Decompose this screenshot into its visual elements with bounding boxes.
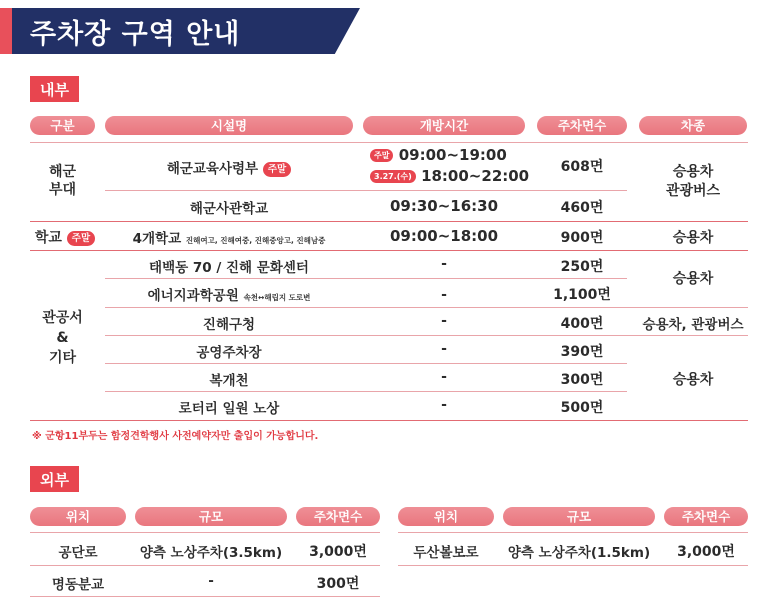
page-title: 주차장 구역 안내 xyxy=(30,19,241,50)
title-accent-bar xyxy=(0,8,12,54)
row-divider xyxy=(30,221,748,222)
facility-note: 진해여고, 진해여중, 진해중앙고, 진해남중 xyxy=(185,236,326,245)
open-time-row8: - xyxy=(441,369,447,385)
outer-count: 300면 xyxy=(316,576,360,592)
row-divider xyxy=(30,250,748,251)
count-row4: 250면 xyxy=(560,259,604,275)
outer-scale: 양측 노상주차(1.5km) xyxy=(507,545,651,561)
row-divider xyxy=(398,532,748,533)
group-navy: 해군 부대 xyxy=(48,164,77,198)
vehicle-district-office: 승용차, 관광버스 xyxy=(642,317,744,333)
outer-location: 공단로 xyxy=(58,545,98,561)
row-divider xyxy=(30,142,748,143)
open-time-row4: - xyxy=(441,256,447,272)
count-row5: 1,100면 xyxy=(553,287,611,303)
weekend-badge: 주말 xyxy=(370,149,393,162)
vehicle-rows-4-5: 승용차 xyxy=(672,271,714,287)
facility-navy-edu xyxy=(105,157,353,177)
weekend-badge: 주말 xyxy=(263,162,291,177)
count-row9: 500면 xyxy=(560,400,604,416)
vehicle-school: 승용차 xyxy=(672,230,714,246)
row-divider xyxy=(105,307,748,308)
open-time-row7: - xyxy=(441,341,447,357)
section-tag-outer: 외부 xyxy=(30,466,79,492)
time-value: 09:00~19:00 xyxy=(398,146,507,164)
count-row2: 460면 xyxy=(560,200,604,216)
row-divider xyxy=(105,278,627,279)
outer-scale: 양측 노상주차(3.5km) xyxy=(139,545,283,561)
group-school-label: 학교 xyxy=(34,230,62,246)
count-row6: 400면 xyxy=(560,316,604,332)
open-time-1 xyxy=(370,146,530,164)
open-time-row9: - xyxy=(441,397,447,413)
count-row3: 900면 xyxy=(560,230,604,246)
count-row1: 608면 xyxy=(560,159,604,175)
facility-four-schools xyxy=(105,227,353,247)
header-count: 주차면수 xyxy=(537,116,627,135)
notice-text: ※ 군항11부두는 함정견학행사 사전예약자만 출입이 가능합니다. xyxy=(32,431,319,442)
count-row7: 390면 xyxy=(560,344,604,360)
facility-label: 에너지과학공원 xyxy=(147,288,239,304)
row-divider xyxy=(30,420,748,421)
row-divider xyxy=(398,565,748,566)
row-divider xyxy=(30,596,380,597)
header-category: 구분 xyxy=(30,116,95,135)
row-divider xyxy=(105,190,627,191)
facility-label: 해군교육사령부 xyxy=(166,161,259,177)
outer-header-count-right: 주차면수 xyxy=(664,507,748,526)
time-value: 18:00~22:00 xyxy=(421,167,530,185)
outer-count: 3,000면 xyxy=(677,544,735,560)
facility-note: 속천↔해립지 도로변 xyxy=(243,293,311,302)
outer-scale: - xyxy=(208,573,214,589)
row-divider xyxy=(105,391,627,392)
header-open-time: 개방시간 xyxy=(363,116,525,135)
section-tag-inner: 내부 xyxy=(30,76,79,102)
header-vehicle: 차종 xyxy=(639,116,747,135)
outer-header-count-left: 주차면수 xyxy=(296,507,380,526)
weekend-badge: 주말 xyxy=(67,231,95,246)
header-facility: 시설명 xyxy=(105,116,353,135)
facility-label: 4개학교 xyxy=(132,231,182,247)
outer-header-location-left: 위치 xyxy=(30,507,126,526)
open-time-row6: - xyxy=(441,313,447,329)
group-school xyxy=(30,227,100,247)
outer-header-scale-right: 규모 xyxy=(503,507,655,526)
row-divider xyxy=(30,532,380,533)
outer-location: 두산볼보로 xyxy=(413,545,479,561)
outer-count: 3,000면 xyxy=(309,544,367,560)
facility-taebaek: 태백동 70 / 진해 문화센터 xyxy=(149,260,309,276)
facility-district-office: 진해구청 xyxy=(202,317,256,333)
outer-header-location-right: 위치 xyxy=(398,507,494,526)
facility-energy-park xyxy=(105,284,353,304)
open-time-2 xyxy=(370,167,530,185)
vehicle-rows-7-9: 승용차 xyxy=(672,372,714,388)
row-divider xyxy=(105,335,748,336)
facility-bokgaecheon: 복개천 xyxy=(209,373,249,389)
open-time-row2: 09:30~16:30 xyxy=(389,197,499,215)
open-time-row3: 09:00~18:00 xyxy=(389,227,499,245)
open-time-row5: - xyxy=(441,287,447,303)
group-public: 관공서 & 기타 xyxy=(42,310,83,366)
outer-header-scale-left: 규모 xyxy=(135,507,287,526)
row-divider xyxy=(30,565,380,566)
holiday-badge: 3.27.(수) xyxy=(370,170,416,183)
vehicle-navy: 승용차 관광버스 xyxy=(665,164,721,199)
facility-public-parking: 공영주차장 xyxy=(196,345,262,361)
facility-naval-academy: 해군사관학교 xyxy=(189,201,269,217)
outer-location: 명동분교 xyxy=(51,577,105,593)
row-divider xyxy=(105,363,627,364)
facility-rotary: 로터리 일원 노상 xyxy=(178,401,280,417)
count-row8: 300면 xyxy=(560,372,604,388)
